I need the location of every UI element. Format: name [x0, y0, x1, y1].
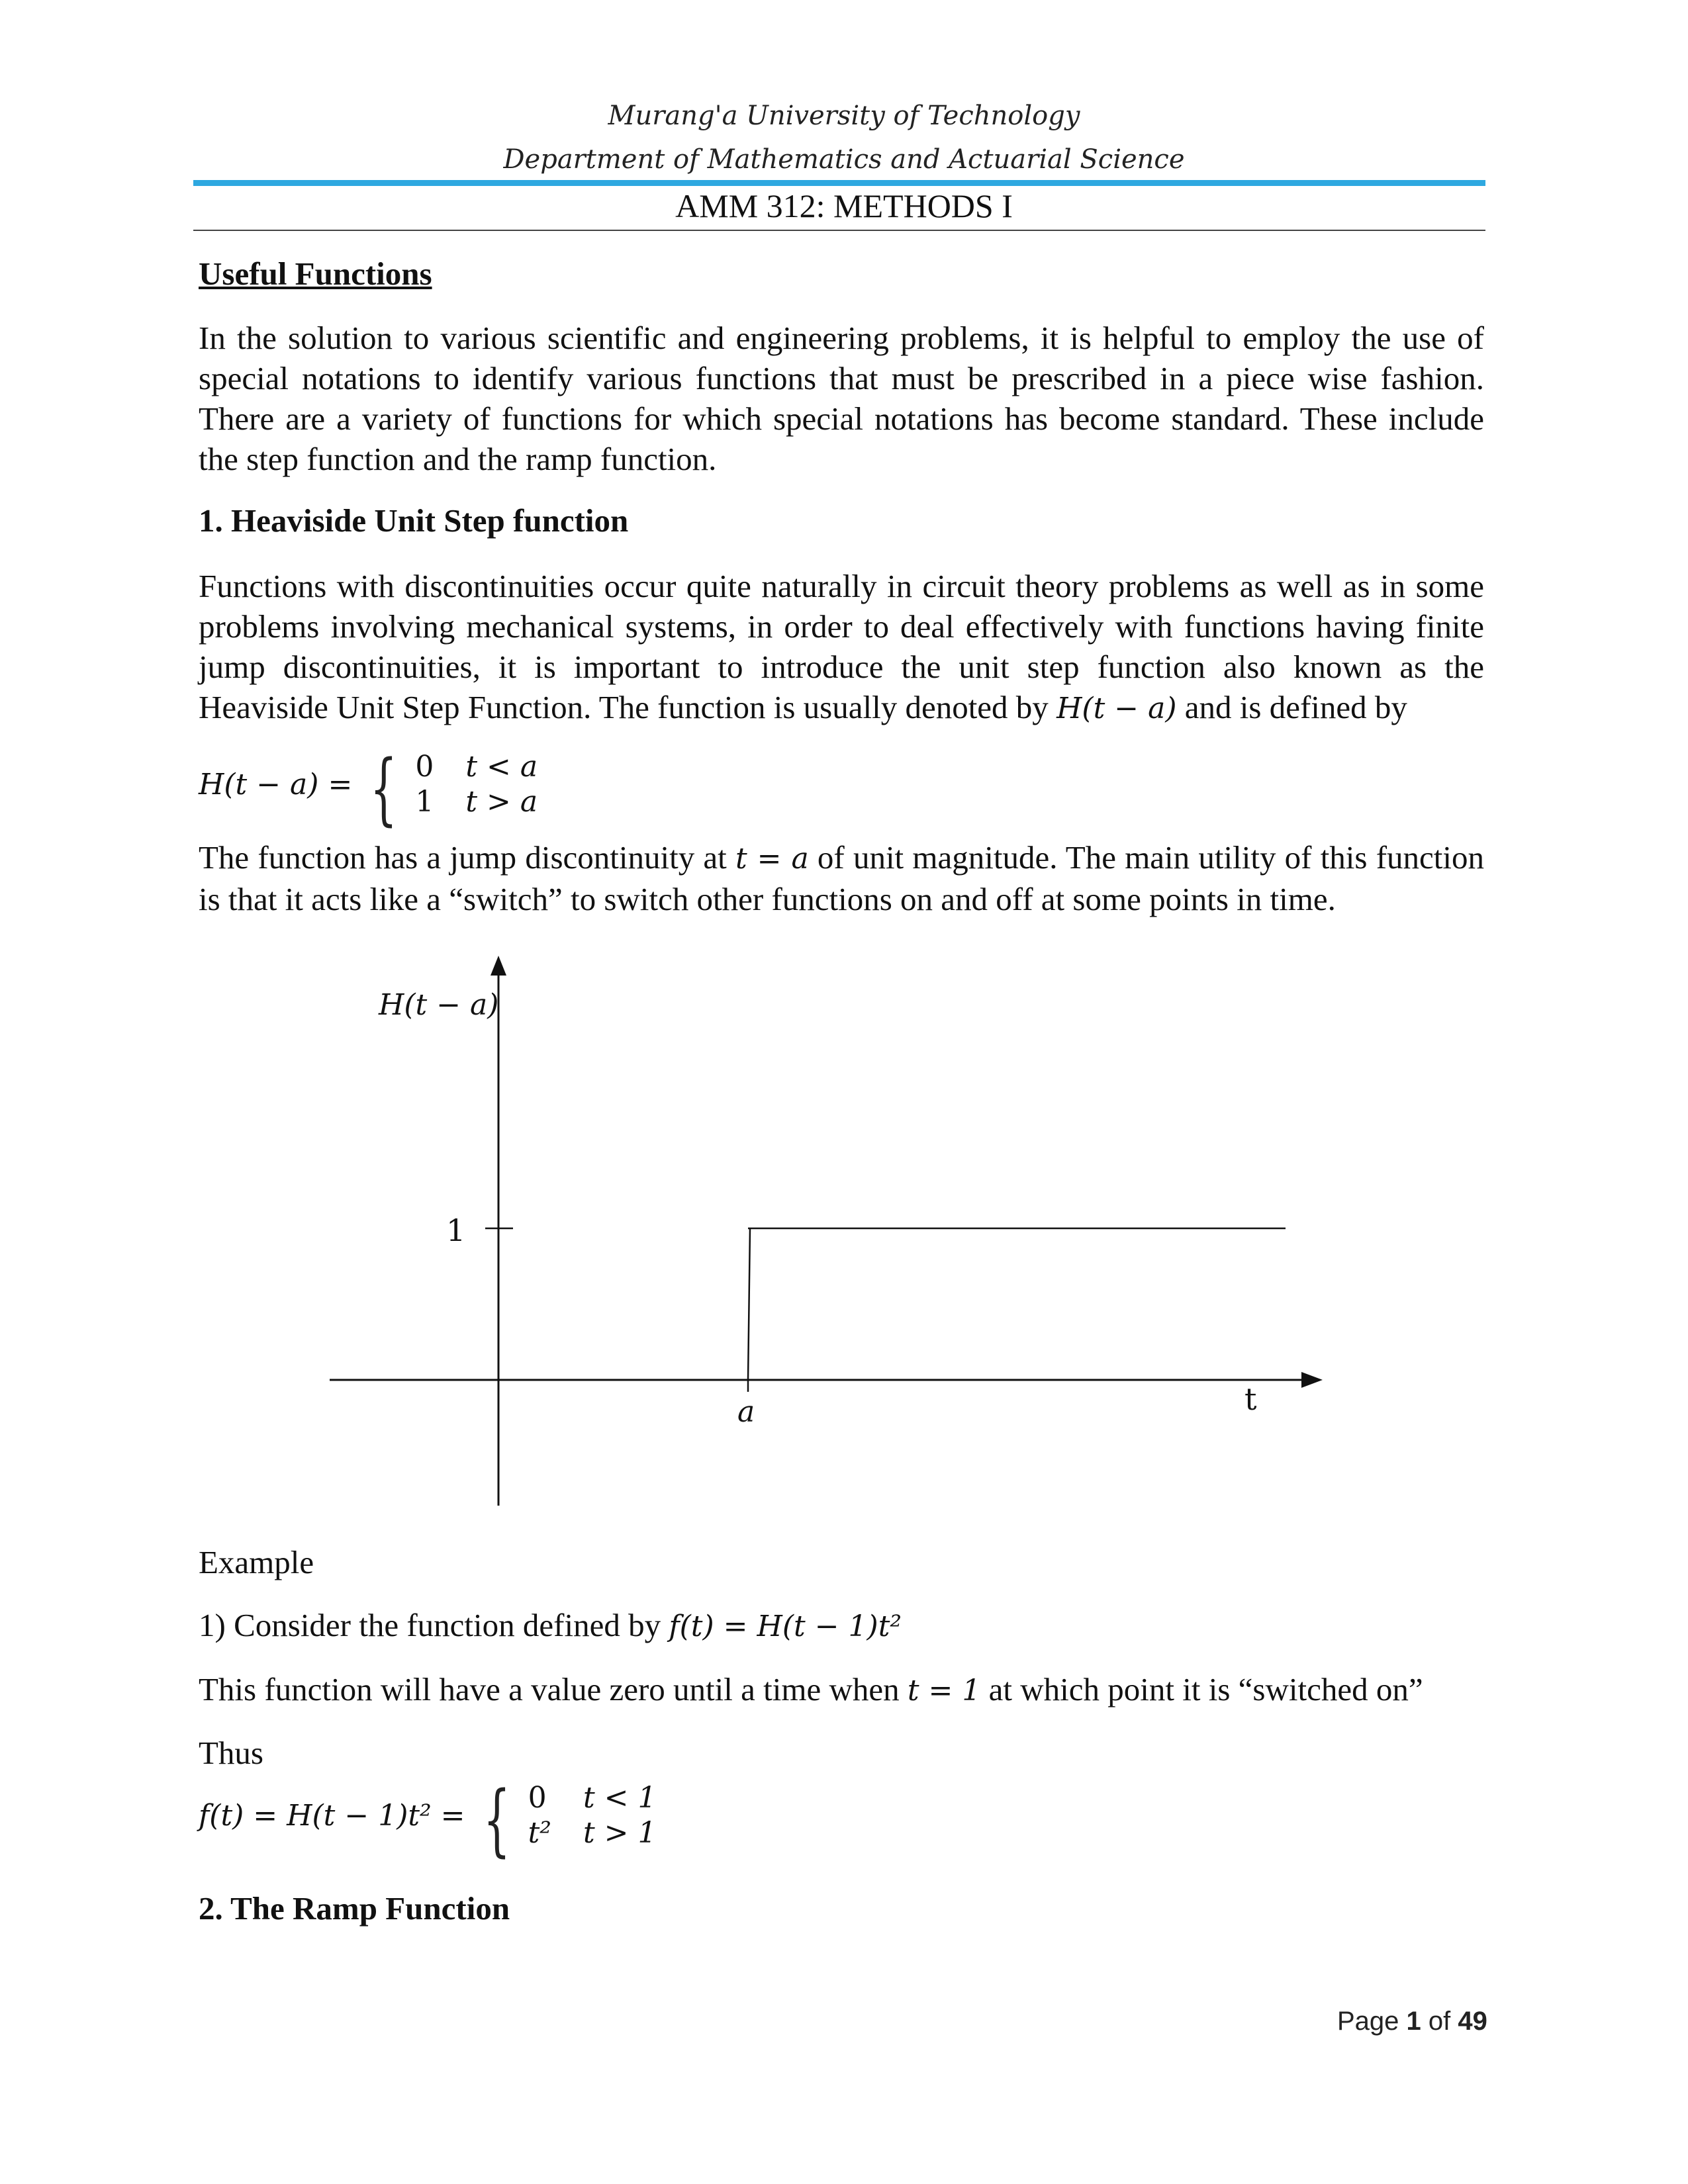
- heaviside-heading: 1. Heaviside Unit Step function: [199, 502, 629, 539]
- example-label: Example: [199, 1544, 314, 1580]
- step-rise: [748, 1228, 750, 1380]
- example-definition: [199, 1774, 657, 1865]
- switch-on-time: t = 1: [907, 1674, 981, 1707]
- cases-brace: {: [483, 1774, 510, 1865]
- page-word: Page: [1337, 2007, 1399, 2036]
- y-axis-label: H(t − a): [379, 988, 499, 1022]
- example-function: f(t) = H(t − 1)t²: [669, 1610, 902, 1643]
- example-def-lhs: f(t) = H(t − 1)t² =: [199, 1798, 465, 1833]
- thus-label: Thus: [199, 1735, 263, 1771]
- course-title: AMM 312: METHODS I: [675, 187, 1013, 224]
- ramp-heading: 2. The Ramp Function: [199, 1890, 510, 1927]
- example-line-2: [199, 1670, 1423, 1708]
- example-case2-condition: t > 1: [583, 1816, 657, 1850]
- university-name: Murang'a University of Technology: [608, 101, 1080, 131]
- y-axis-arrow: [491, 956, 506, 976]
- department-name: Department of Mathematics and Actuarial Science: [503, 144, 1185, 175]
- heaviside-def-lhs: H(t − a) =: [199, 767, 353, 801]
- example-case2-value: t²: [528, 1816, 551, 1850]
- section-title: Useful Functions: [199, 255, 432, 292]
- page-total: 49: [1458, 2007, 1487, 2036]
- case1-condition: t < a: [465, 750, 538, 784]
- heaviside-notation: H(t − a): [1056, 692, 1177, 725]
- cases-brace: {: [370, 743, 398, 834]
- example-line-1-text: 1) Consider the function defined by: [199, 1607, 669, 1643]
- case2-value: 1: [415, 785, 434, 819]
- case1-value: 0: [415, 750, 434, 784]
- example-case1-condition: t < 1: [583, 1781, 657, 1815]
- y-tick-label: 1: [446, 1212, 466, 1248]
- jump-text-tail: of unit magnitude. The main utility of this function is that it acts like a “switch” to switch other functions on and off at some points in time.: [199, 839, 1484, 917]
- page-number: 1: [1406, 2007, 1421, 2036]
- jump-text: The function has a jump discontinuity at: [199, 839, 736, 876]
- heaviside-paragraph-tail: and is defined by: [1176, 689, 1407, 725]
- jump-point: t = a: [735, 842, 809, 876]
- intro-paragraph: In the solution to various scientific and engineering problems, it is helpful to employ the use of special notations to identify various functions that must be prescribed in a piece wise fashion. There are a variety of functions for which special notations has become standard. These include the step function and the ramp function.: [199, 320, 1484, 477]
- page-footer: [1337, 2007, 1487, 2036]
- case2-condition: t > a: [465, 785, 538, 819]
- example-line-2-text: This function will have a value zero until a time when: [199, 1671, 908, 1707]
- x-axis-label: t: [1244, 1381, 1257, 1417]
- heaviside-paragraph-text: Functions with discontinuities occur quite naturally in circuit theory problems as well as in some problems involving mechanical systems, in order to deal effectively with functions having finite jump discontinuities, it is important to introduce the unit step function also known as the Heaviside Unit Step Function. The function is usually denoted by: [199, 568, 1484, 725]
- example-line-2-tail: at which point it is “switched on”: [980, 1671, 1423, 1707]
- of-word: of: [1428, 2007, 1451, 2036]
- x-marker-label: a: [737, 1395, 755, 1429]
- example-case1-value: 0: [528, 1781, 547, 1815]
- example-line-1: [199, 1606, 902, 1644]
- x-axis-arrow: [1301, 1372, 1323, 1388]
- example-cases: [528, 1781, 657, 1850]
